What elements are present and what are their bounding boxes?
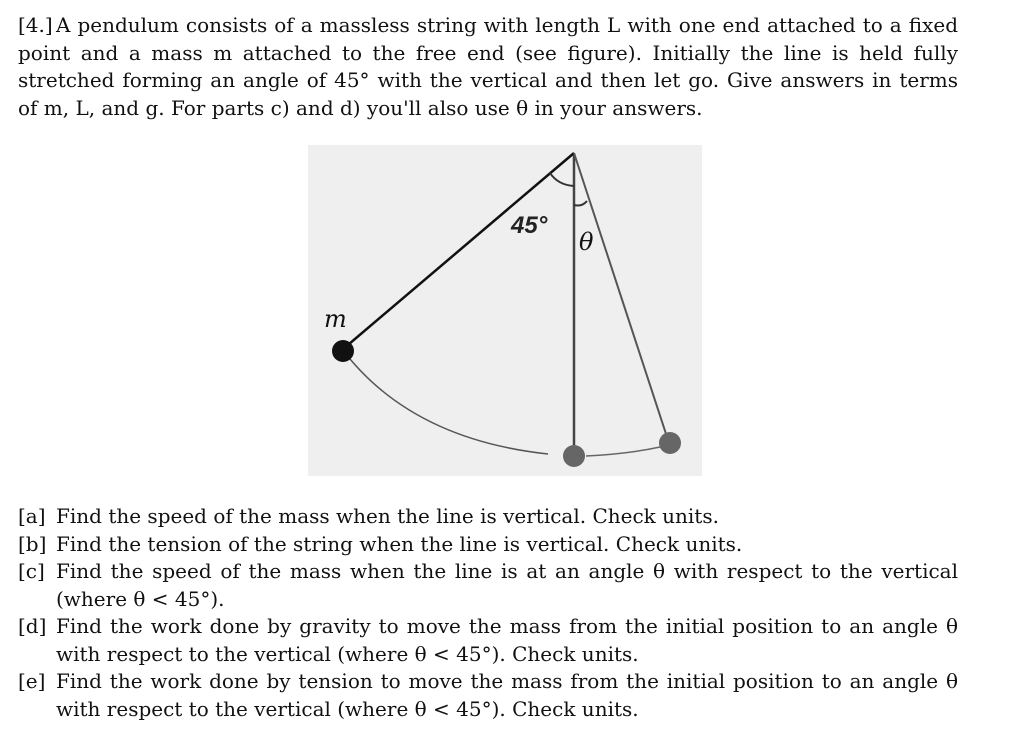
- part-text: Find the tension of the string when the line is vertical. Check units.: [56, 531, 743, 556]
- problem-text: A pendulum consists of a massless string with length L with one end attached to a fixed point and a mass m attached to the free end (see figure). Initially the line is held fully stretched forming an angle of 45° with the vertical and then let go. Give answers in terms of m, L, and g. For parts c) and d) you'll also use θ in your answers.: [18, 13, 958, 120]
- problem-number: [4.]: [18, 13, 53, 37]
- part-label: [c]: [18, 559, 45, 583]
- part-text: Find the work done by gravity to move the mass from the initial position to an angle θ with respect to the vertical (where θ < 45°). Check units.: [56, 614, 958, 666]
- part-d: [18, 613, 958, 668]
- mass-initial: [332, 340, 354, 362]
- part-label: [d]: [18, 614, 47, 638]
- swing-arc-right: [586, 447, 660, 456]
- part-e: [18, 668, 958, 723]
- angle-theta-mark: [574, 201, 587, 206]
- problem-statement: [18, 12, 958, 122]
- angle-45-label: 45°: [511, 212, 548, 239]
- angle-45-mark: [550, 173, 574, 186]
- part-a: [18, 503, 958, 531]
- pendulum-diagram: [308, 145, 702, 476]
- mass-theta: [659, 432, 681, 454]
- theta-string: [574, 153, 669, 443]
- part-label: [e]: [18, 669, 46, 693]
- part-label: [a]: [18, 504, 46, 528]
- part-text: Find the work done by tension to move the mass from the initial position to an angle θ with respect to the vertical (where θ < 45°). Check units.: [56, 669, 958, 721]
- theta-label: θ: [579, 228, 594, 256]
- swing-arc: [350, 359, 548, 454]
- part-label: [b]: [18, 531, 47, 556]
- part-text: Find the speed of the mass when the line is vertical. Check units.: [56, 504, 719, 528]
- part-c: [18, 558, 958, 613]
- part-text: Find the speed of the mass when the line is at an angle θ with respect to the vertical (where θ < 45°).: [56, 559, 958, 611]
- mass-bottom: [563, 445, 585, 467]
- part-b: [18, 531, 958, 559]
- mass-label: m: [324, 305, 347, 333]
- pendulum-figure: [308, 145, 702, 476]
- question-parts: [18, 503, 958, 723]
- initial-string: [342, 153, 574, 350]
